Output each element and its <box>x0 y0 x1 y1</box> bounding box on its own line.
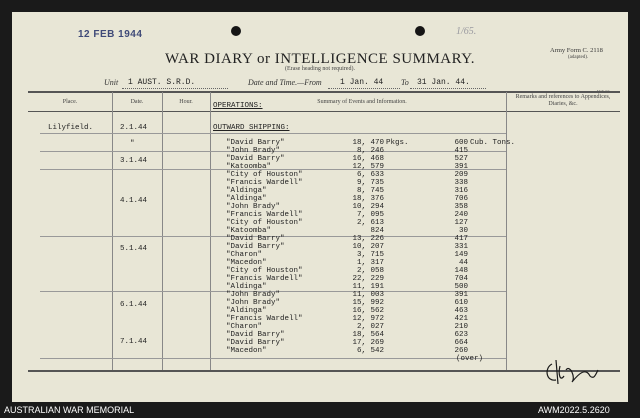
header-hour: Hour. <box>179 99 193 105</box>
pencil-note: 1/65. <box>456 26 477 37</box>
packages-count: 18, 564 <box>352 331 384 339</box>
packages-count: 7, 095 <box>356 211 384 219</box>
ship-name: "David Barry" <box>226 243 285 251</box>
cubic-tons: 704 <box>454 275 468 283</box>
date-cell: 3.1.44 <box>120 157 148 165</box>
packages-count: 11, 191 <box>352 283 384 291</box>
punch-hole <box>231 26 241 36</box>
cubic-tons: 664 <box>454 339 468 347</box>
packages-count: 12, 579 <box>352 163 384 171</box>
outward-shipping-heading: OUTWARD SHIPPING: <box>213 124 290 132</box>
header-remarks: Remarks and references to Appendices, Diaries, &c. <box>515 94 611 107</box>
cubic-tons: 338 <box>454 179 468 187</box>
packages-count: 2, 027 <box>356 323 384 331</box>
cubic-tons: 500 <box>454 283 468 291</box>
ship-name: "David Barry" <box>226 235 285 243</box>
cubic-tons: 623 <box>454 331 468 339</box>
ship-name: "David Barry" <box>226 339 285 347</box>
packages-count: 11, 003 <box>352 291 384 299</box>
form-note: (adapted). <box>568 55 589 60</box>
to-label: To <box>401 78 409 87</box>
cubic-tons: 600 <box>454 139 468 147</box>
packages-count: 16, 562 <box>352 307 384 315</box>
ship-name: "David Barry" <box>226 139 285 147</box>
packages-count: 6, 633 <box>356 171 384 179</box>
unit-label: Unit <box>104 78 119 87</box>
cubic-tons: 260 <box>454 347 468 355</box>
ship-name: "City of Houston" <box>226 171 303 179</box>
ship-name: "John Brady" <box>226 291 281 299</box>
date-cell: 7.1.44 <box>120 338 148 346</box>
footer-id: AWM2022.5.2620 <box>538 405 610 415</box>
header-date: Date. <box>130 99 144 105</box>
date-cell: 2.1.44 <box>120 124 148 132</box>
ship-name: "Katoomba" <box>226 227 272 235</box>
operations-heading: OPERATIONS: <box>213 102 263 110</box>
header-summary: Summary of Events and Information. <box>317 99 407 105</box>
page-title: WAR DIARY or INTELLIGENCE SUMMARY. <box>165 51 475 67</box>
cubic-tons: 149 <box>454 251 468 259</box>
packages-count: 10, 294 <box>352 203 384 211</box>
packages-count: 18, 470 <box>352 139 384 147</box>
date-cell: 4.1.44 <box>120 197 148 205</box>
cubic-tons: 706 <box>454 195 468 203</box>
packages-count: 16, 468 <box>352 155 384 163</box>
packages-count: 17, 269 <box>352 339 384 347</box>
ship-name: "John Brady" <box>226 203 281 211</box>
cubic-tons: 417 <box>454 235 468 243</box>
ship-name: "Macedon" <box>226 347 267 355</box>
cubic-tons: 127 <box>454 219 468 227</box>
packages-count: 6, 542 <box>356 347 384 355</box>
ship-name: "Francis Wardell" <box>226 315 303 323</box>
header-place: Place. <box>62 99 78 105</box>
mini-code: M.T.2/1 <box>597 89 610 94</box>
packages-count: 2, 058 <box>356 267 384 275</box>
ship-name: "Aldinga" <box>226 307 267 315</box>
cubic-tons: 358 <box>454 203 468 211</box>
cubic-tons: 391 <box>454 291 468 299</box>
form-number: Army Form C. 2118 <box>550 47 603 54</box>
ship-name: "Francis Wardell" <box>226 211 303 219</box>
ship-name: "David Barry" <box>226 155 285 163</box>
pkgs-unit: Pkgs. <box>386 139 409 147</box>
page-subtitle: (Erase heading not required). <box>285 66 355 72</box>
over-note: (over) <box>456 355 484 363</box>
cubic-tons: 209 <box>454 171 468 179</box>
diary-page <box>12 12 628 402</box>
ship-name: "Katoomba" <box>226 163 272 171</box>
packages-count: 9, 735 <box>356 179 384 187</box>
cubic-tons: 415 <box>454 147 468 155</box>
place-value: Lilyfield. <box>48 124 94 132</box>
packages-count: 13, 226 <box>352 235 384 243</box>
ship-name: "Charon" <box>226 323 263 331</box>
cub-tons-unit: Cub. Tons. <box>470 139 516 147</box>
footer-source: AUSTRALIAN WAR MEMORIAL <box>4 405 135 415</box>
shipping-row <box>12 347 512 356</box>
cubic-tons: 148 <box>454 267 468 275</box>
packages-count: 2, 613 <box>356 219 384 227</box>
ship-name: "City of Houston" <box>226 219 303 227</box>
date-time-label: Date and Time.—From <box>248 78 322 87</box>
cubic-tons: 421 <box>454 315 468 323</box>
cubic-tons: 391 <box>454 163 468 171</box>
ship-name: "Charon" <box>226 251 263 259</box>
punch-hole <box>415 26 425 36</box>
packages-count: 824 <box>370 227 384 235</box>
cubic-tons: 30 <box>458 227 468 235</box>
unit-value: 1 AUST. S.R.D. <box>128 78 196 87</box>
ship-name: "John Brady" <box>226 147 281 155</box>
ship-name: "Aldinga" <box>226 195 267 203</box>
cubic-tons: 331 <box>454 243 468 251</box>
cubic-tons: 527 <box>454 155 468 163</box>
cubic-tons: 610 <box>454 299 468 307</box>
packages-count: 22, 229 <box>352 275 384 283</box>
date-from: 1 Jan. 44 <box>340 78 384 87</box>
ship-name: "City of Houston" <box>226 267 303 275</box>
cubic-tons: 316 <box>454 187 468 195</box>
packages-count: 12, 972 <box>352 315 384 323</box>
packages-count: 8, 246 <box>356 147 384 155</box>
cubic-tons: 240 <box>454 211 468 219</box>
packages-count: 18, 376 <box>352 195 384 203</box>
cubic-tons: 463 <box>454 307 468 315</box>
ship-name: "David Barry" <box>226 331 285 339</box>
packages-count: 10, 207 <box>352 243 384 251</box>
packages-count: 15, 992 <box>352 299 384 307</box>
signature <box>542 354 602 386</box>
date-cell: 6.1.44 <box>120 301 148 309</box>
date-to: 31 Jan. 44. <box>417 78 470 87</box>
ship-name: "Francis Wardell" <box>226 275 303 283</box>
ship-name: "Aldinga" <box>226 187 267 195</box>
ship-name: "Macedon" <box>226 259 267 267</box>
date-cell: " <box>130 140 135 148</box>
date-cell: 5.1.44 <box>120 245 148 253</box>
ship-name: "Francis Wardell" <box>226 179 303 187</box>
cubic-tons: 210 <box>454 323 468 331</box>
packages-count: 3, 715 <box>356 251 384 259</box>
cubic-tons: 44 <box>458 259 468 267</box>
date-stamp: 12 FEB 1944 <box>78 29 143 40</box>
ship-name: "John Brady" <box>226 299 281 307</box>
packages-count: 1, 317 <box>356 259 384 267</box>
packages-count: 8, 745 <box>356 187 384 195</box>
ship-name: "Aldinga" <box>226 283 267 291</box>
